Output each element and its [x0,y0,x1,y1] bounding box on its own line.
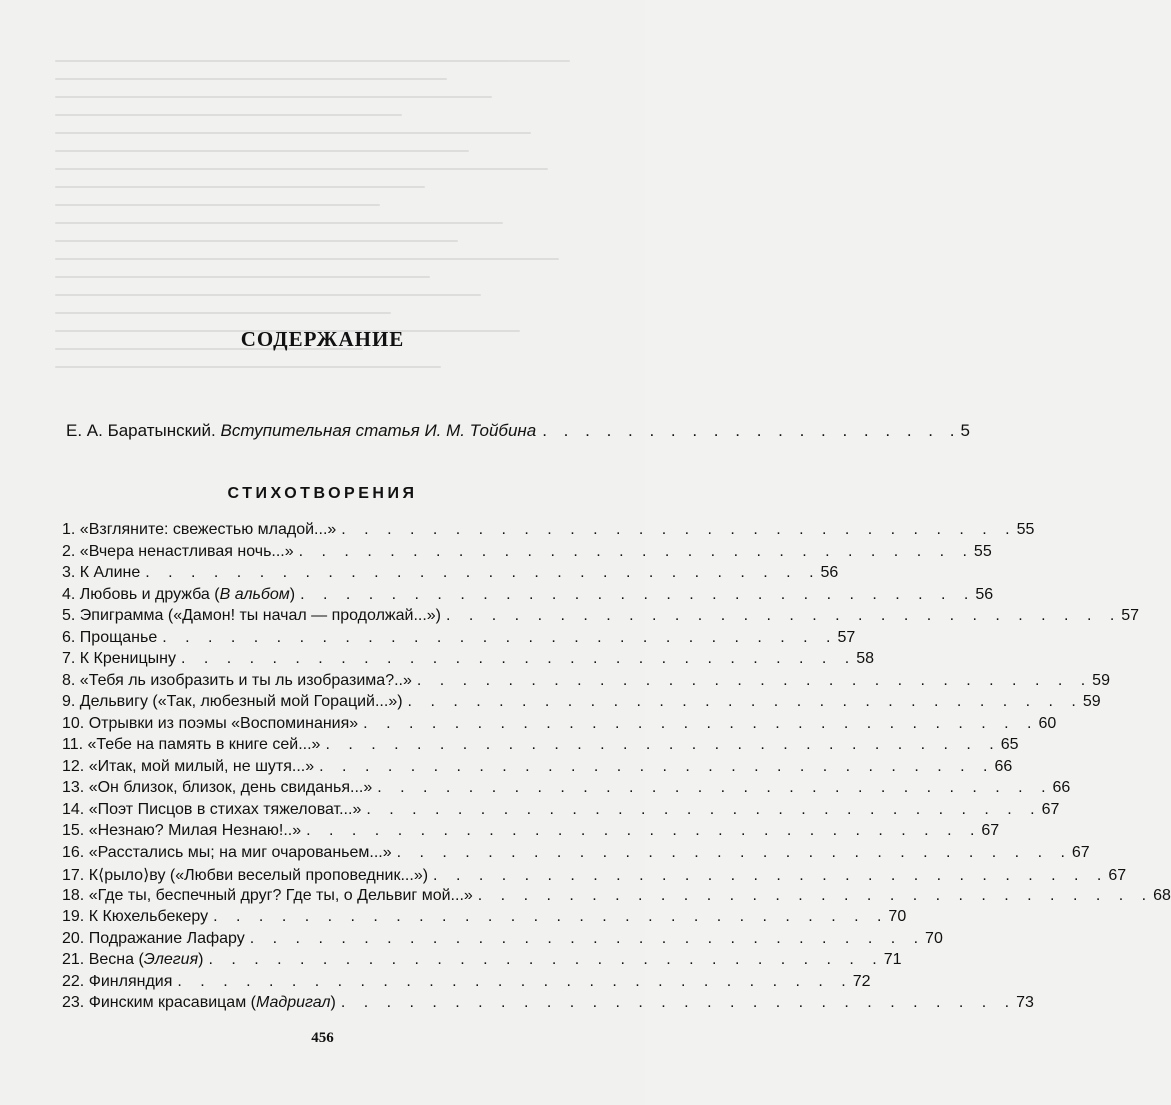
toc-page-number: 66 [1052,779,1071,796]
toc-page-number: 57 [837,628,856,646]
toc-entry [62,865,1127,887]
toc-entry-tail: ) [198,951,204,968]
toc-entry [62,843,1090,866]
toc-entry [62,929,943,952]
toc-entry-title [62,586,295,604]
toc-page-number: 60 [1038,714,1057,732]
toc-entry-title [62,543,294,561]
toc-entry [62,521,1035,543]
toc-entry-title [62,951,203,969]
toc-page-number: 70 [888,908,907,925]
toc-list [62,521,1171,1016]
leader-dots: . . . . . . . . . . . . . . . . . . . . . . . . . . . . . . [306,822,982,839]
leader-dots: . . . . . . . . . . . . . . . . . . . . . . . . . . . . . . [249,929,926,947]
leader-dots: . . . . . . . . . . . . . . . . . . . . . . . . . . . . . . [446,607,1122,624]
toc-page-number: 72 [852,972,871,990]
toc-entry-title [62,650,176,668]
leader-dots: . . . . . . . . . . . . . . . . . . . . . . . . . . . . . . [363,714,1039,732]
toc-entry-text: 17. К⟨рыло⟩ву («Любви веселый проповедник...») [62,867,429,884]
leader-dots: . . . . . . . . . . . . . . . . . . . . . . . . . . . . . . [407,693,1083,710]
toc-entry-text: 10. Отрывки из поэмы «Воспоминания» [62,714,359,732]
toc-entry-title [62,564,140,582]
toc-entry [62,951,902,973]
toc-entry-text: 15. «Незнаю? Милая Незнаю!..» [62,822,302,839]
toc-page-number: 67 [1041,800,1060,818]
toc-entry-title [62,822,301,840]
toc-entry-tail: ) [289,585,296,603]
toc-entry [62,628,856,651]
toc-entry-text: 7. К Креницыну [62,650,176,667]
toc-page-number: 65 [1000,736,1019,753]
toc-entry [62,886,1171,909]
toc-page-number: 68 [1153,886,1171,904]
leader-dots: . . . . . . . . . . . . . . . . . . . . . . . . . . . . . . [366,800,1042,818]
toc-page-number: 55 [973,542,992,560]
toc-entry-title [62,521,336,539]
toc-entry-title [62,801,361,819]
toc-entry [62,650,875,672]
toc-entry [62,779,1071,801]
toc-entry [62,714,1057,737]
toc-entry [62,564,839,586]
leader-dots: . . . . . . . . . . . . . . . . . . . . . . . . . . . . . . [208,951,884,968]
toc-entry-text: 19. К Кюхельбекеру [62,908,209,925]
toc-entry-subtitle: Мадригал [255,994,331,1011]
toc-entry [62,693,1101,715]
leader-dots: . . . . . . . . . . . . . . . . . . . . . . . . . . . . . . [298,542,974,560]
toc-page-number: 67 [1108,867,1127,884]
toc-entry [62,585,994,608]
toc-entry-title [62,779,372,797]
toc-entry [62,671,1110,694]
intro-entry [66,421,970,441]
leader-dots: . . . . . . . . . . . . . . . . . . . . . . . . . . . . . . [325,736,1001,753]
toc-page-number: 57 [1121,607,1140,624]
toc-entry [62,757,1013,780]
toc-entry [62,822,1000,844]
toc-page-number: 71 [883,951,902,968]
toc-entry-text: 6. Прощанье [62,628,158,646]
toc-page-number: 70 [925,929,943,947]
toc-entry-text: 12. «Итак, мой милый, не шутя...» [62,757,315,775]
toc-entry-subtitle: Элегия [143,951,199,968]
toc-page-number: 66 [994,757,1013,775]
leader-dots: . . . . . . . . . . . . . . . . . . . . . . . . . . . . . . [477,886,1154,904]
leader-dots: . . . . . . . . . . . . . . . . . . . . . . . . . . . . . . [319,757,995,775]
toc-entry-title [62,607,441,625]
toc-entry-title [62,715,358,733]
toc-entry-title [62,865,428,885]
toc-entry-text: 3. К Алине [62,564,141,581]
toc-entry-text: 5. Эпиграмма («Дамон! ты начал — продолжай...») [62,607,441,624]
intro-label [66,421,536,441]
leader-dots: . . . . . . . . . . . . . . . . . . . . . . . . . . . . . . [162,628,838,646]
toc-entry-title [62,930,245,948]
toc-entry-text: 18. «Где ты, беспечный друг? Где ты, о Дельвиг мой...» [62,886,473,904]
toc-page-number: 73 [1016,994,1034,1011]
toc-entry-text: 1. «Взгляните: свежестью младой...» [62,521,337,538]
toc-entry-title [62,994,336,1012]
toc-page-number: 67 [1071,843,1090,861]
intro-title: Вступительная статья И. М. Тойбина [220,421,537,440]
toc-entry-text: 23. Финским красавицам ( [62,994,256,1011]
leader-dots: . . . . . . . . . . . . . . . . . . . . . . . . . . . . . . [377,779,1053,796]
toc-page-number: 59 [1082,693,1101,710]
leader-dots: . . . . . . . . . . . . . . . . . . . . . . . . . . . . . . [433,867,1109,884]
section-title: СТИХОТВОРЕНИЯ [227,485,418,502]
toc-entry-text: 22. Финляндия [62,972,173,990]
leader-dots: . . . . . . . . . . . . . . . . . . . . . . . . . . . . . . [396,843,1072,861]
page-number: 456 [311,1030,334,1046]
toc-page-number: 56 [975,585,994,603]
toc-entry [62,736,1019,758]
leader-dots: . . . . . . . . . . . . . . . . . . . . . . . . . . . . . . [177,972,853,990]
toc-entry [62,800,1060,823]
toc-entry-text: 14. «Поэт Писцов в стихах тяжеловат...» [62,800,362,818]
toc-entry-title [62,908,208,926]
toc-page-number: 59 [1092,671,1110,689]
toc-entry-tail: ) [330,994,336,1011]
toc-entry-subtitle: В альбом [219,585,290,603]
toc-page-number: 58 [856,650,875,667]
toc-entry-text: 2. «Вчера ненастливая ночь...» [62,542,294,560]
contents-heading: СОДЕРЖАНИЕ [240,327,405,351]
toc-page-number: 56 [820,564,839,581]
toc-entry-title [62,758,314,776]
intro-author: Е. А. Баратынский. [66,421,216,440]
leader-dots: . . . . . . . . . . . . . . . . . . . . [542,421,961,440]
toc-entry-text: 8. «Тебя ль изобразить и ты ль изобразима?..» [62,671,412,689]
toc-entry-title [62,736,320,754]
leader-dots: . . . . . . . . . . . . . . . . . . . . . . . . . . . . . . [180,650,857,667]
toc-entry-text: 16. «Расстались мы; на миг очарованьем...» [62,843,392,861]
toc-entry-text: 4. Любовь и дружба ( [62,585,220,603]
toc-entry [62,972,871,995]
leader-dots: . . . . . . . . . . . . . . . . . . . . . . . . . . . . . . [341,521,1017,538]
toc-entry [62,994,1034,1016]
toc-page-number: 55 [1016,521,1035,538]
intro-page-number: 5 [960,421,970,440]
toc-entry-text: 21. Весна ( [62,951,144,968]
toc-entry-title [62,973,172,991]
leader-dots: . . . . . . . . . . . . . . . . . . . . . . . . . . . . . . [416,671,1093,689]
toc-entry-title [62,629,157,647]
toc-entry-text: 13. «Он близок, близок, день свиданья...» [62,779,373,796]
toc-entry-title [62,844,392,862]
toc-entry-text: 20. Подражание Лафару [62,929,245,947]
leader-dots: . . . . . . . . . . . . . . . . . . . . . . . . . . . . . . [213,908,889,925]
toc-entry-text: 9. Дельвигу («Так, любезный мой Гораций...») [62,693,403,710]
toc-entry-title [62,887,473,905]
leader-dots: . . . . . . . . . . . . . . . . . . . . . . . . . . . . . . [145,564,821,581]
leader-dots: . . . . . . . . . . . . . . . . . . . . . . . . . . . . . . [300,585,976,603]
toc-entry [62,542,992,565]
toc-entry-title [62,672,412,690]
leader-dots: . . . . . . . . . . . . . . . . . . . . . . . . . . . . . . [340,994,1017,1011]
toc-entry-text: 11. «Тебе на память в книге сей...» [62,736,321,753]
toc-page-number: 67 [981,822,1000,839]
toc-entry [62,607,1140,629]
toc-entry [62,908,907,930]
toc-entry-title [62,693,403,711]
